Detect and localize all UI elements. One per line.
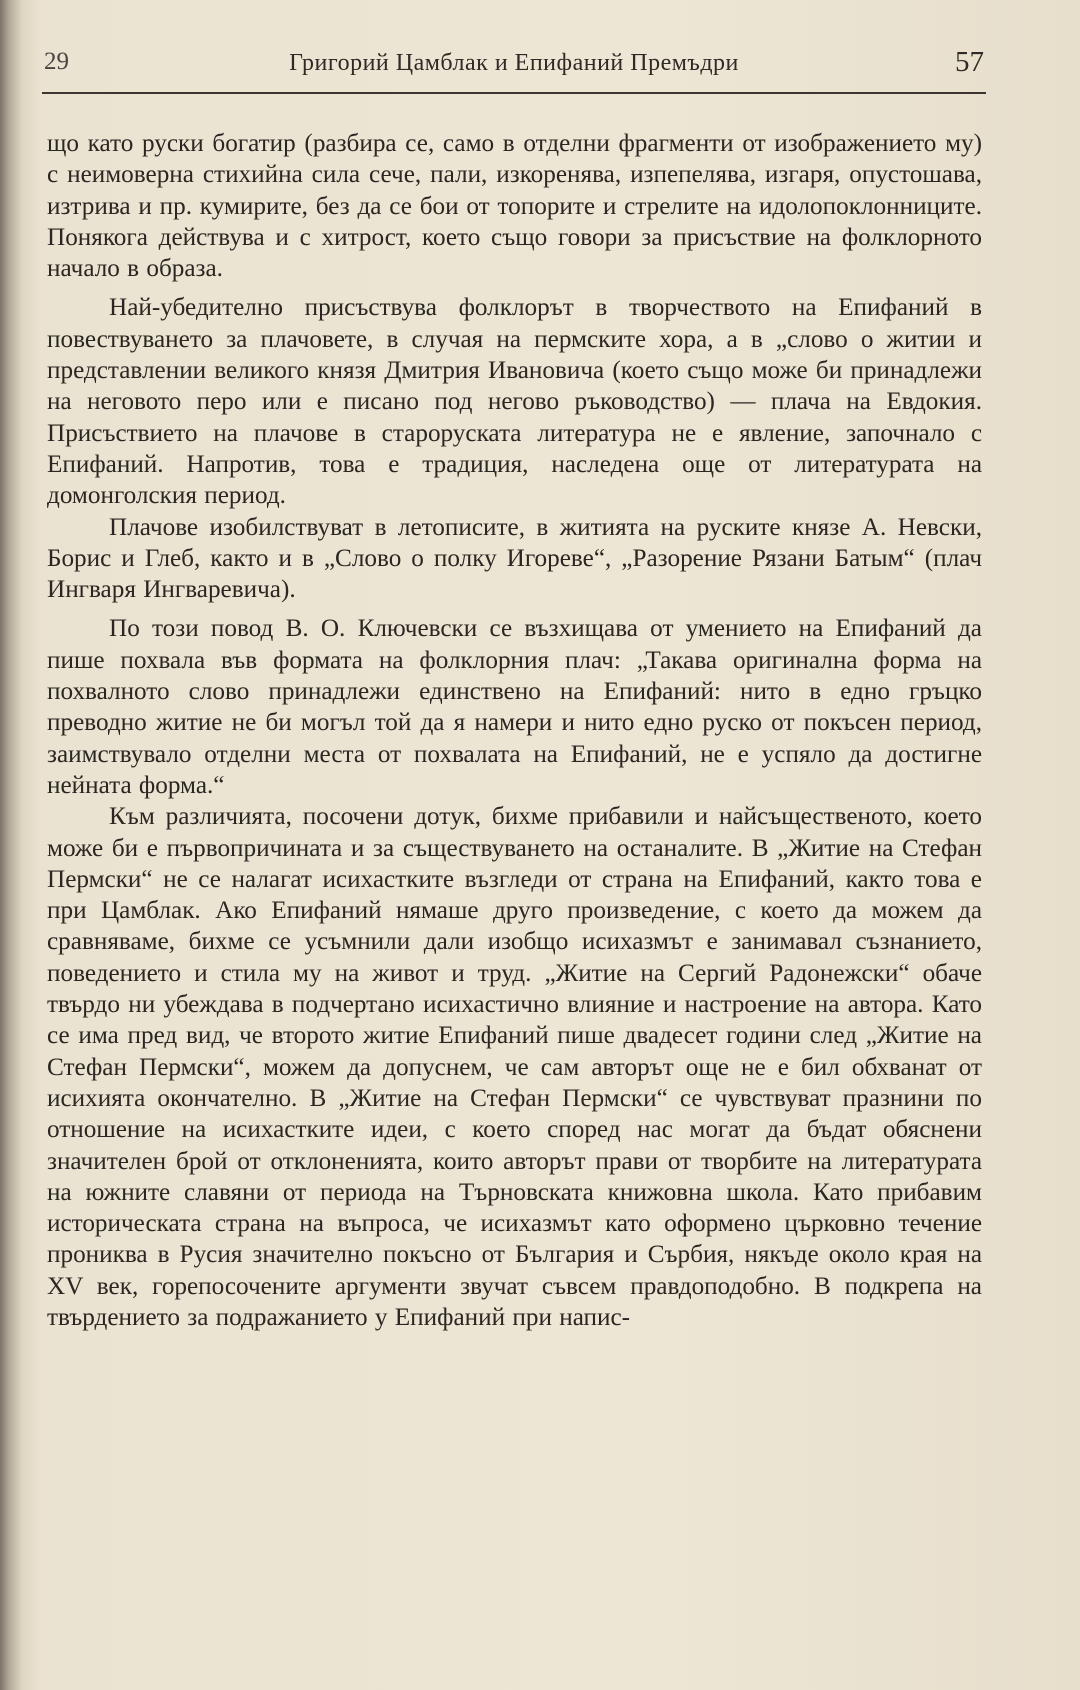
running-title: Григорий Цамблак и Епифаний Премъдри (289, 50, 739, 76)
page-number-left: 29 (44, 48, 69, 75)
page-number-right: 57 (955, 46, 984, 78)
page-header (44, 48, 984, 88)
body-text (47, 128, 982, 1333)
header-rule (42, 92, 986, 94)
paragraph: Към различията, посочени дотук, бихме прибавили и найсъщественото, което може би е първопричината и за съществуването на останалите. В „Житие на Стефан Пермски“ не се налагат исихастките възгледи от страна на Епифаний, както това е при Цамблак. Ако Епифаний нямаше друго произведение, с което да можем да сравняваме, бихме се усъмнили дали изобщо исихазмът е занимавал съзнанието, поведението и стила му на живот и труд. „Житие на Сергий Радонежски“ обаче твърдо ни убеждава в подчертано исихастично влияние и настроение на автора. Като се има пред вид, че второто житие Епифаний пише двадесет години след „Житие на Стефан Пермски“, можем да допуснем, че сам авторът още не е бил обхванат от исихията окончателно. В „Житие на Стефан Пермски“ се чувствуват празнини по отношение на исихастките идеи, с което според нас могат да бъдат обяснени значителен брой от отклоненията, които авторът прави от творбите на литературата на южните славяни от периода на Търновската книжовна школа. Като прибавим историческата страна на въпроса, че исихазмът като оформено църковно течение прониква в Русия значително покъсно от България и Сърбия, някъде около края на XV век, горепосочените аргументи звучат съвсем правдоподобно. В подкрепа на твърдението за подражанието у Епифаний при напис- (47, 803, 982, 1331)
paragraph: Плачове изобилствуват в летописите, в житията на руските князе А. Невски, Борис и Глеб, както и в „Слово о полку Игореве“, „Разорение Рязани Батым“ (плач Ингваря Ингваревича). (47, 513, 982, 604)
paragraph: По този повод В. О. Ключевски се възхищава от умението на Епифаний да пише похвала във формата на фолклорния плач: „Такава оригинална форма на похвалното слово принадлежи единствено на Епифаний: нито в едно гръцко преводно житие не би могъл той да я намери и нито едно руско от покъсен период, заимствувало отделни места от похвалата на Епифаний, не е успяло да достигне нейната форма.“ (47, 615, 982, 799)
paragraph-continuation: що като руски богатир (разбира се, само в отделни фрагменти от изображението му) с неимоверна стихийна сила сече, пали, изкоренява, изпепелява, изгаря, опустошава, изтрива и пр. кумирите, без да се бои от топорите и стрелите на идолопоклонниците. Понякога действува и с хитрост, което също говори за присъствие на фолклорното начало в образа. (47, 130, 982, 283)
paragraph: Най-убедително присъствува фолклорът в творчеството на Епифаний в повествуването за плачовете, в случая на пермските хора, а в „слово о житии и представлении великого князя Дмитрия Ивановича (което също може би принадлежи на неговото перо или е писано под негово ръководство) — плача на Евдокия. Присъствието на плачове в староруската литература не е явление, започнало с Епифаний. Напротив, това е традиция, наследена още от литературата на домонголския период. (47, 294, 982, 510)
